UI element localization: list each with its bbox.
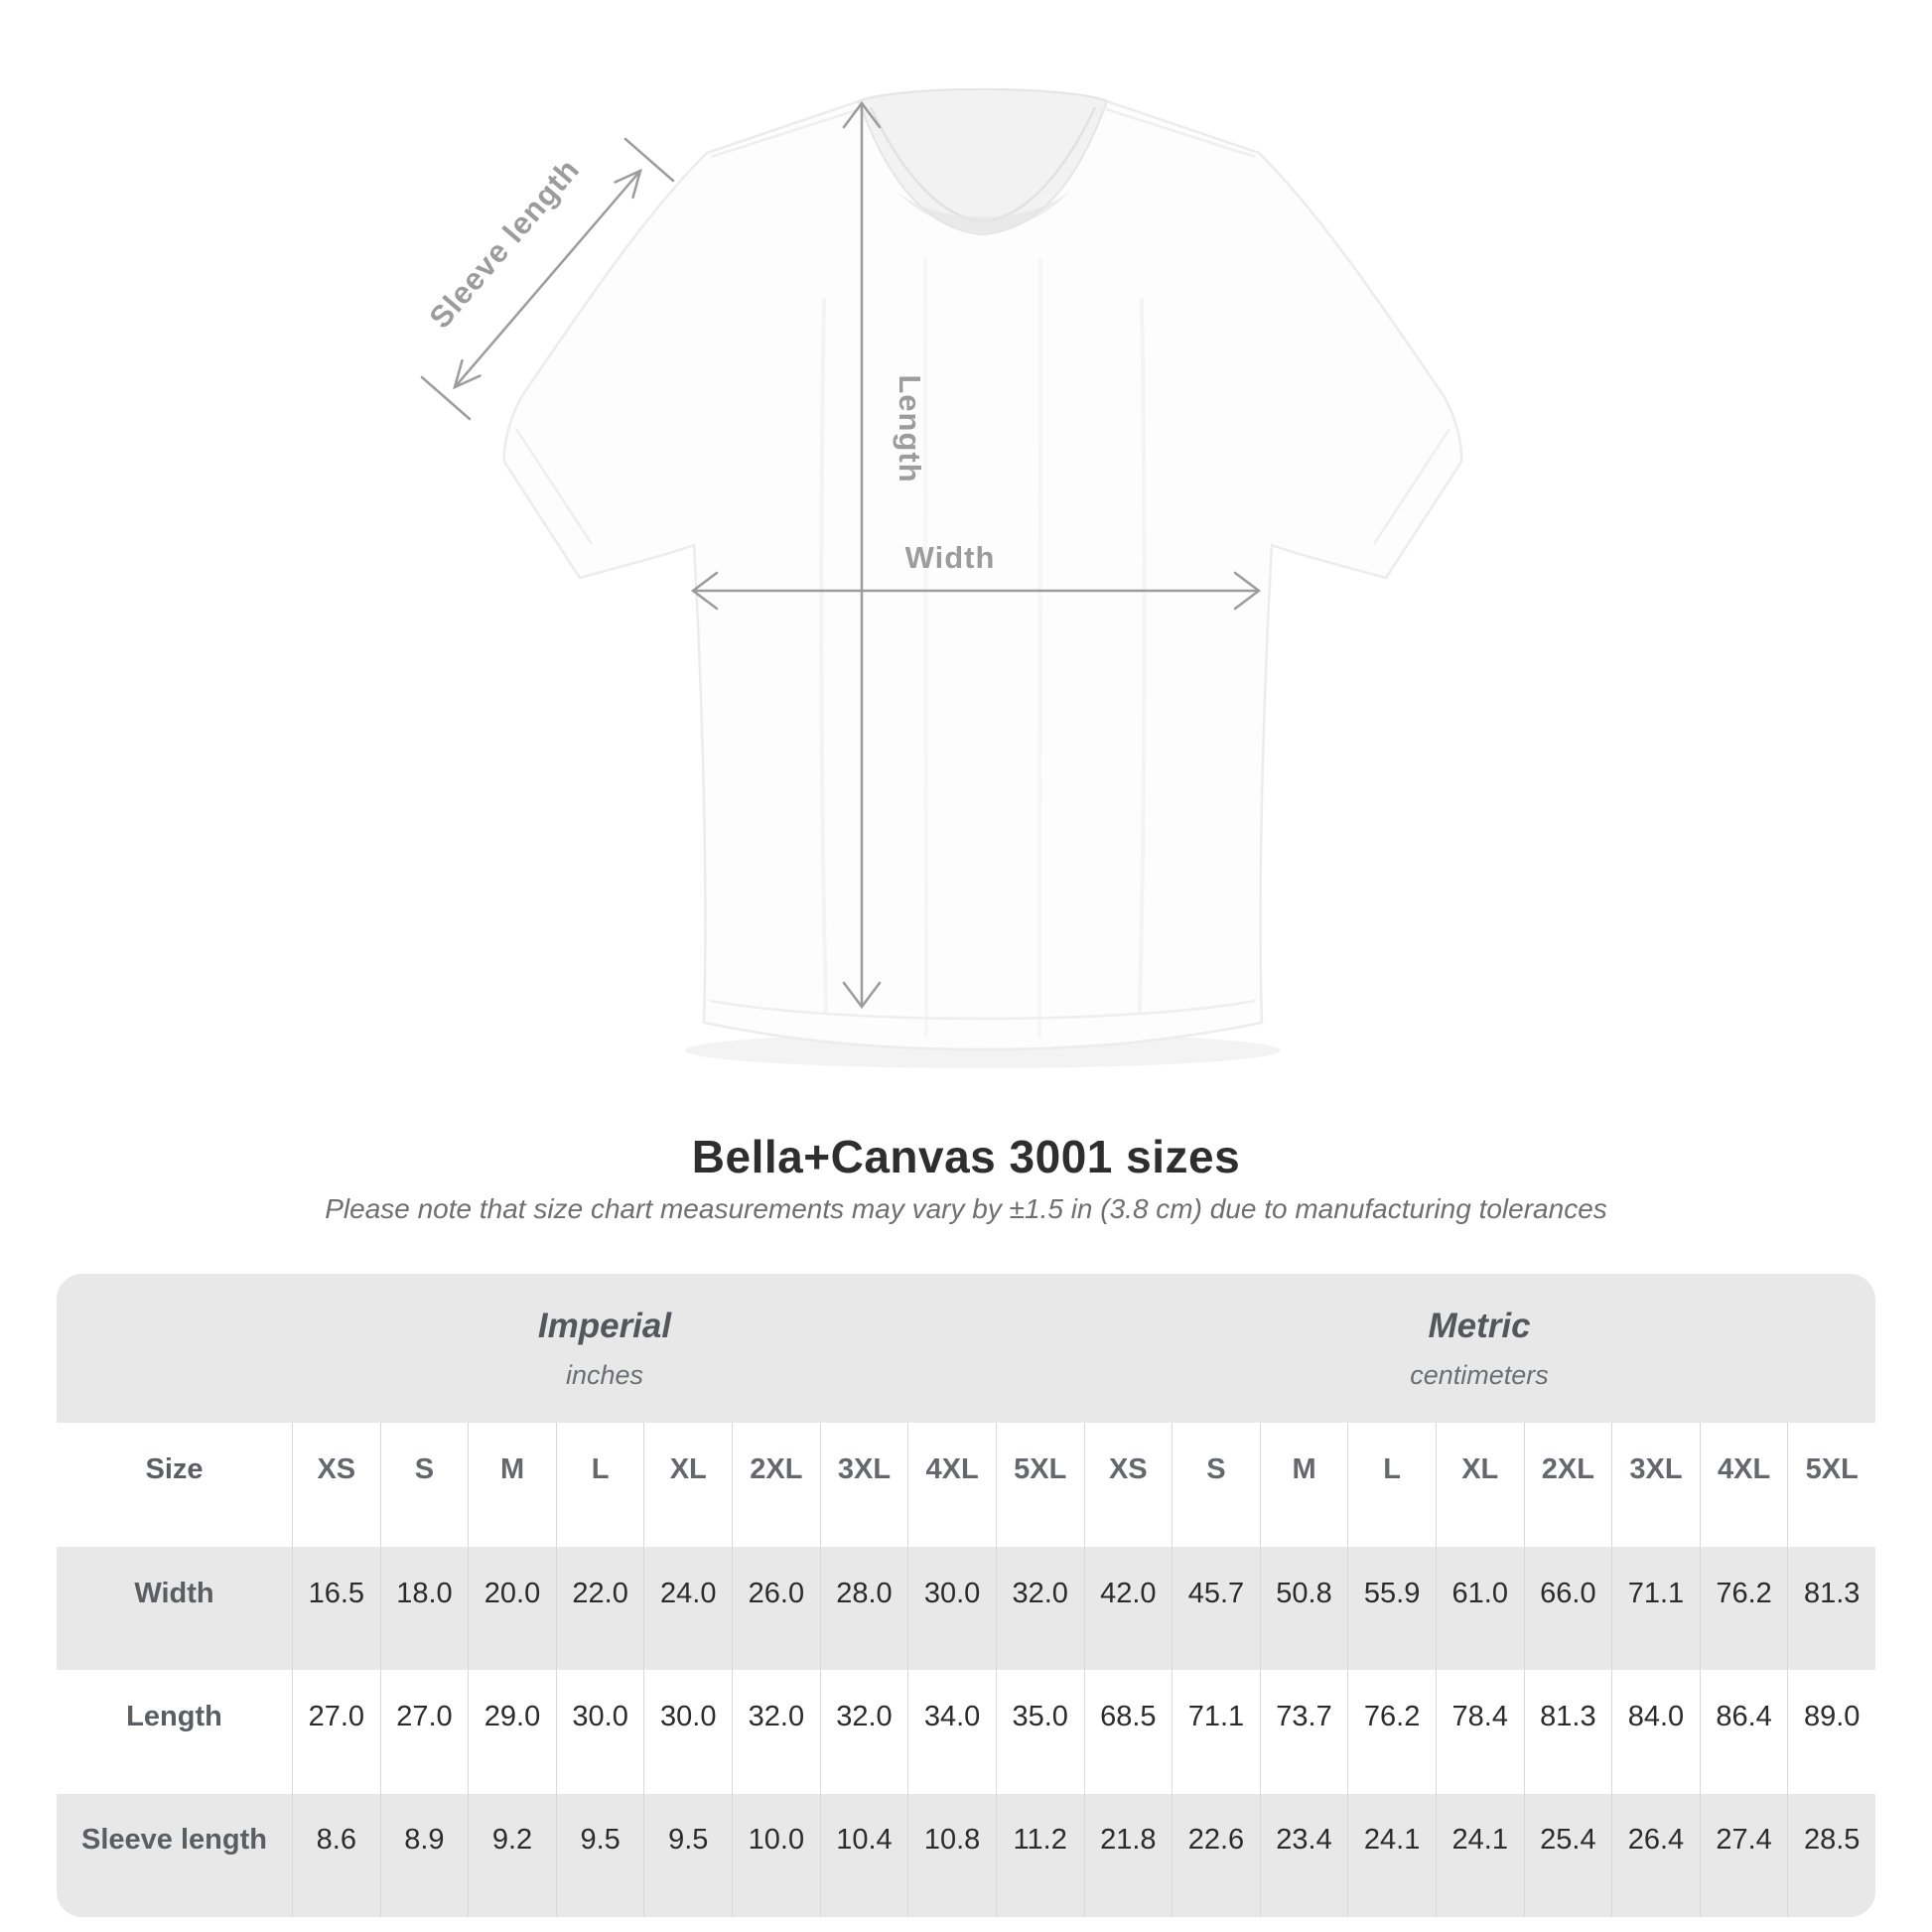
imperial-group-name: Imperial — [537, 1306, 672, 1345]
table-cell: 30.0 — [907, 1547, 996, 1670]
table-cell: 35.0 — [996, 1670, 1084, 1793]
metric-group-header — [1083, 1274, 1875, 1423]
size-chart-card — [57, 1274, 1875, 1917]
size-header-m: M — [468, 1423, 556, 1547]
table-row — [57, 1670, 1875, 1793]
size-header-l: L — [1347, 1423, 1436, 1547]
table-cell: 23.4 — [1260, 1794, 1348, 1917]
table-cell: 86.4 — [1700, 1670, 1788, 1793]
table-cell: 22.0 — [556, 1547, 644, 1670]
page-subtitle: Please note that size chart measurements may vary by ±1.5 in (3.8 cm) due to manufacturing tolerances — [325, 1193, 1607, 1224]
table-cell: 81.3 — [1787, 1547, 1875, 1670]
table-cell: 78.4 — [1436, 1670, 1524, 1793]
table-cell: 71.1 — [1611, 1547, 1700, 1670]
table-cell: 21.8 — [1084, 1794, 1173, 1917]
table-cell: 32.0 — [996, 1547, 1084, 1670]
table-cell: 9.2 — [468, 1794, 556, 1917]
table-cell: 89.0 — [1787, 1670, 1875, 1793]
length-label: Length — [893, 374, 927, 483]
table-cell: 27.4 — [1700, 1794, 1788, 1917]
metric-group-name: Metric — [1428, 1306, 1531, 1345]
table-cell: 32.0 — [732, 1670, 820, 1793]
table-cell: 27.0 — [292, 1670, 380, 1793]
size-header-l: L — [556, 1423, 644, 1547]
row-label: Width — [134, 1577, 214, 1609]
table-cell: 20.0 — [468, 1547, 556, 1670]
table-cell: 10.8 — [907, 1794, 996, 1917]
size-header-xl: XL — [1436, 1423, 1524, 1547]
table-cell: 81.3 — [1524, 1670, 1612, 1793]
table-cell: 9.5 — [556, 1794, 644, 1917]
table-cell: 18.0 — [380, 1547, 469, 1670]
sleeve-length-label: Sleeve length — [422, 151, 587, 336]
size-header-4xl: 4XL — [1700, 1423, 1788, 1547]
table-cell: 10.0 — [732, 1794, 820, 1917]
table-cell: 11.2 — [996, 1794, 1084, 1917]
size-header-4xl: 4XL — [907, 1423, 996, 1547]
table-cell: 76.2 — [1347, 1670, 1436, 1793]
table-cell: 55.9 — [1347, 1547, 1436, 1670]
row-label: Length — [126, 1700, 222, 1732]
table-cell: 10.4 — [820, 1794, 908, 1917]
table-cell: 28.0 — [820, 1547, 908, 1670]
unit-group-headers — [57, 1274, 1875, 1423]
size-header-m: M — [1260, 1423, 1348, 1547]
table-cell: 84.0 — [1611, 1670, 1700, 1793]
table-cell: 27.0 — [380, 1670, 469, 1793]
table-cell: 9.5 — [643, 1794, 732, 1917]
table-cell: 8.9 — [380, 1794, 469, 1917]
table-cell: 61.0 — [1436, 1547, 1524, 1670]
table-cell: 24.1 — [1347, 1794, 1436, 1917]
table-cell: 29.0 — [468, 1670, 556, 1793]
table-cell: 24.1 — [1436, 1794, 1524, 1917]
size-header-2xl: 2XL — [732, 1423, 820, 1547]
table-cell: 25.4 — [1524, 1794, 1612, 1917]
table-cell: 30.0 — [643, 1670, 732, 1793]
metric-group-unit: centimeters — [1410, 1359, 1549, 1390]
table-cell: 34.0 — [907, 1670, 996, 1793]
table-row — [57, 1423, 1875, 1547]
size-col-header: Size — [145, 1453, 204, 1485]
row-label: Sleeve length — [81, 1824, 267, 1857]
size-header-xs: XS — [292, 1423, 380, 1547]
table-cell: 32.0 — [820, 1670, 908, 1793]
size-header-5xl: 5XL — [1787, 1423, 1875, 1547]
table-cell: 71.1 — [1172, 1670, 1260, 1793]
size-header-3xl: 3XL — [820, 1423, 908, 1547]
table-cell: 66.0 — [1524, 1547, 1612, 1670]
table-cell: 45.7 — [1172, 1547, 1260, 1670]
table-cell: 24.0 — [643, 1547, 732, 1670]
width-label: Width — [904, 540, 996, 575]
imperial-group-header — [57, 1274, 1083, 1423]
table-cell: 73.7 — [1260, 1670, 1348, 1793]
table-cell: 42.0 — [1084, 1547, 1173, 1670]
size-header-2xl: 2XL — [1524, 1423, 1612, 1547]
table-row — [57, 1547, 1875, 1670]
table-cell: 30.0 — [556, 1670, 644, 1793]
size-header-5xl: 5XL — [996, 1423, 1084, 1547]
size-header-s: S — [1172, 1423, 1260, 1547]
size-grid — [57, 1423, 1875, 1917]
table-cell: 26.0 — [732, 1547, 820, 1670]
imperial-group-unit: inches — [565, 1359, 644, 1390]
table-cell: 68.5 — [1084, 1670, 1173, 1793]
size-header-s: S — [380, 1423, 469, 1547]
size-header-xl: XL — [643, 1423, 732, 1547]
table-cell: 22.6 — [1172, 1794, 1260, 1917]
table-cell: 50.8 — [1260, 1547, 1348, 1670]
table-cell: 26.4 — [1611, 1794, 1700, 1917]
size-header-xs: XS — [1084, 1423, 1173, 1547]
table-cell: 8.6 — [292, 1794, 380, 1917]
size-header-3xl: 3XL — [1611, 1423, 1700, 1547]
table-row — [57, 1794, 1875, 1917]
table-cell: 28.5 — [1787, 1794, 1875, 1917]
table-cell: 76.2 — [1700, 1547, 1788, 1670]
page-title: Bella+Canvas 3001 sizes — [691, 1131, 1241, 1182]
table-cell: 16.5 — [292, 1547, 380, 1670]
